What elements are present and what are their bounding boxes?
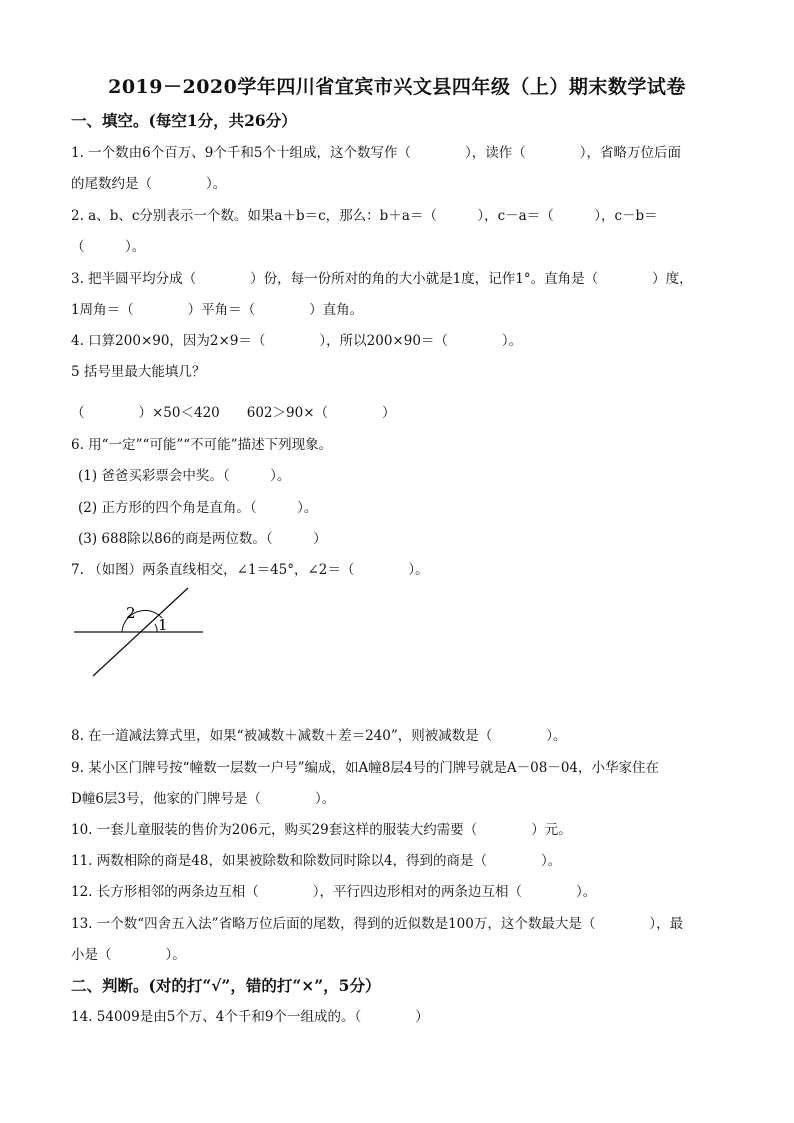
page-title: 2019－2020学年四川省宜宾市兴文县四年级（上）期末数学试卷: [108, 76, 686, 98]
question-6-item-2: (2) 正方形的四个角是直角。（ ）。: [78, 500, 318, 516]
question-5: 5 括号里最大能填几？: [71, 364, 206, 380]
question-6: 6. 用“一定”“可能”“不可能”描述下列现象。: [71, 437, 333, 453]
question-5-items: （ ）×50＜420 602＞90×（ ）: [71, 405, 396, 421]
question-9-line-2: D幢6层3号，他家的门牌号是（ ）。: [71, 791, 336, 807]
question-12: 12. 长方形相邻的两条边互相（ ），平行四边形相对的两条边互相（ ）。: [71, 884, 597, 900]
question-10: 10. 一套儿童服装的售价为206元，购买29套这样的服装大约需要（ ）元。: [71, 822, 572, 838]
question-7: 7. （如图）两条直线相交，∠1＝45°，∠2＝（ ）。: [71, 562, 429, 578]
question-9-line-1: 9. 某小区门牌号按“幢数一层数一户号”编成，如A幢8层4号的门牌号就是A－08－04，小华家住在: [71, 760, 660, 776]
section-heading-fill-in: 一、填空。(每空1分，共26分）: [71, 111, 297, 130]
angle-2-label: 2: [126, 604, 136, 622]
question-14: 14. 54009是由5个万、4个千和9个一组成的。（ ）: [71, 1009, 429, 1025]
question-3-line-2: 1周角＝（ ）平角＝（ ）直角。: [71, 302, 364, 318]
intersecting-lines-figure: [66, 580, 211, 685]
question-4: 4. 口算200×90，因为2×9＝（ ），所以200×90＝（ ）。: [71, 333, 523, 349]
angle-1-arc: [155, 624, 157, 632]
question-2-line-2: （ ）。: [71, 239, 146, 255]
question-13-line-2: 小是（ ）。: [71, 947, 186, 963]
question-2-line-1: 2. a、b、c分别表示一个数。如果a＋b＝c，那么：b＋a＝（ ），c－a＝（ ），c－b＝: [71, 208, 658, 224]
question-6-item-1: (1) 爸爸买彩票会中奖。（ ）。: [78, 468, 291, 484]
question-6-item-3: (3) 688除以86的商是两位数。（ ）: [78, 531, 327, 547]
question-1-line-1: 1. 一个数由6个百万、9个千和5个十组成，这个数写作（ ），读作（ ），省略万位后面: [71, 145, 681, 161]
question-13-line-1: 13. 一个数“四舍五入法”省略万位后面的尾数，得到的近似数是100万，这个数最大是（ ），最: [71, 916, 684, 932]
question-8: 8. 在一道减法算式里，如果“被减数＋减数＋差＝240”，则被减数是（ ）。: [71, 728, 567, 744]
section-heading-judgement: 二、判断。(对的打“√”，错的打“×”，5分）: [71, 976, 381, 995]
question-3-line-1: 3. 把半圆平均分成（ ）份，每一份所对的角的大小就是1度，记作1°。直角是（ ）度，: [71, 271, 693, 287]
question-11: 11. 两数相除的商是48，如果被除数和除数同时除以4，得到的商是（ ）。: [71, 853, 562, 869]
angle-1-label: 1: [158, 616, 168, 634]
question-1-line-2: 的尾数约是（ ）。: [71, 176, 227, 192]
